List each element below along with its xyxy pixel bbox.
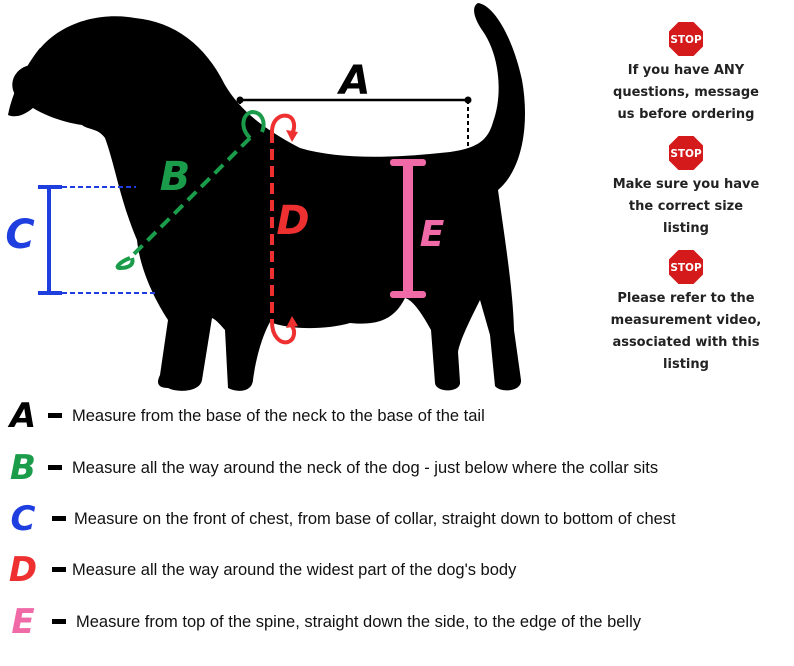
svg-text:STOP: STOP (670, 148, 702, 160)
legend-text-e: Measure from top of the spine, straight down the side, to the edge of the belly (76, 613, 642, 631)
legend-dash (48, 465, 62, 470)
measure-e-bottom-cap (390, 291, 426, 298)
legend-dash (52, 619, 66, 624)
measure-d-letter: D (276, 198, 310, 244)
note-text: Please refer to the measurement video, associated with this listing (610, 291, 762, 372)
stop-sign-icon (667, 248, 705, 286)
measure-d-top-arrowhead (286, 130, 298, 142)
stop-sign-icon (667, 134, 705, 172)
stop-sign-icon (667, 20, 705, 58)
legend-dash (52, 516, 66, 521)
measure-b-bottom-curl (118, 258, 133, 268)
svg-text:STOP: STOP (670, 34, 702, 46)
legend-item-b (8, 448, 794, 488)
legend-text-a: Measure from the base of the neck to the base of the tail (72, 407, 485, 425)
legend-letter-b: B (10, 448, 36, 488)
dog-silhouette (8, 3, 525, 391)
legend-letter-e: E (11, 602, 35, 642)
legend-letter-d: D (8, 550, 38, 590)
legend-letter-c: C (10, 499, 36, 539)
measure-e-letter: E (419, 214, 445, 255)
legend-dash (52, 567, 66, 572)
legend-text-c: Measure on the front of chest, from base of collar, straight down to bottom of chest (74, 510, 676, 528)
note-item (613, 134, 760, 248)
measure-a-letter: A (339, 58, 371, 104)
legend-item-c (8, 499, 794, 539)
measure-e-line (403, 164, 413, 294)
dog-body (12, 3, 525, 391)
note-text: Make sure you have the correct size listing (612, 177, 760, 236)
note-item (611, 248, 762, 384)
legend-item-d (8, 550, 794, 590)
measure-e-top-cap (390, 159, 426, 166)
note-item (613, 20, 759, 134)
measure-b-letter: B (159, 154, 191, 200)
dog-measurement-diagram (0, 0, 590, 400)
legend-item-e (8, 602, 794, 642)
note-text: If you have ANY questions, message us before ordering (613, 63, 759, 122)
notes-panel (586, 20, 786, 384)
legend-text-d: Measure all the way around the widest part of the dog's body (72, 561, 517, 579)
legend-item-a (8, 396, 794, 436)
legend-dash (48, 413, 62, 418)
svg-text:STOP: STOP (670, 262, 702, 274)
measure-c-letter: C (5, 212, 35, 258)
legend-text-b: Measure all the way around the neck of the dog - just below where the collar sits (72, 459, 659, 477)
legend-letter-a: A (9, 396, 37, 436)
